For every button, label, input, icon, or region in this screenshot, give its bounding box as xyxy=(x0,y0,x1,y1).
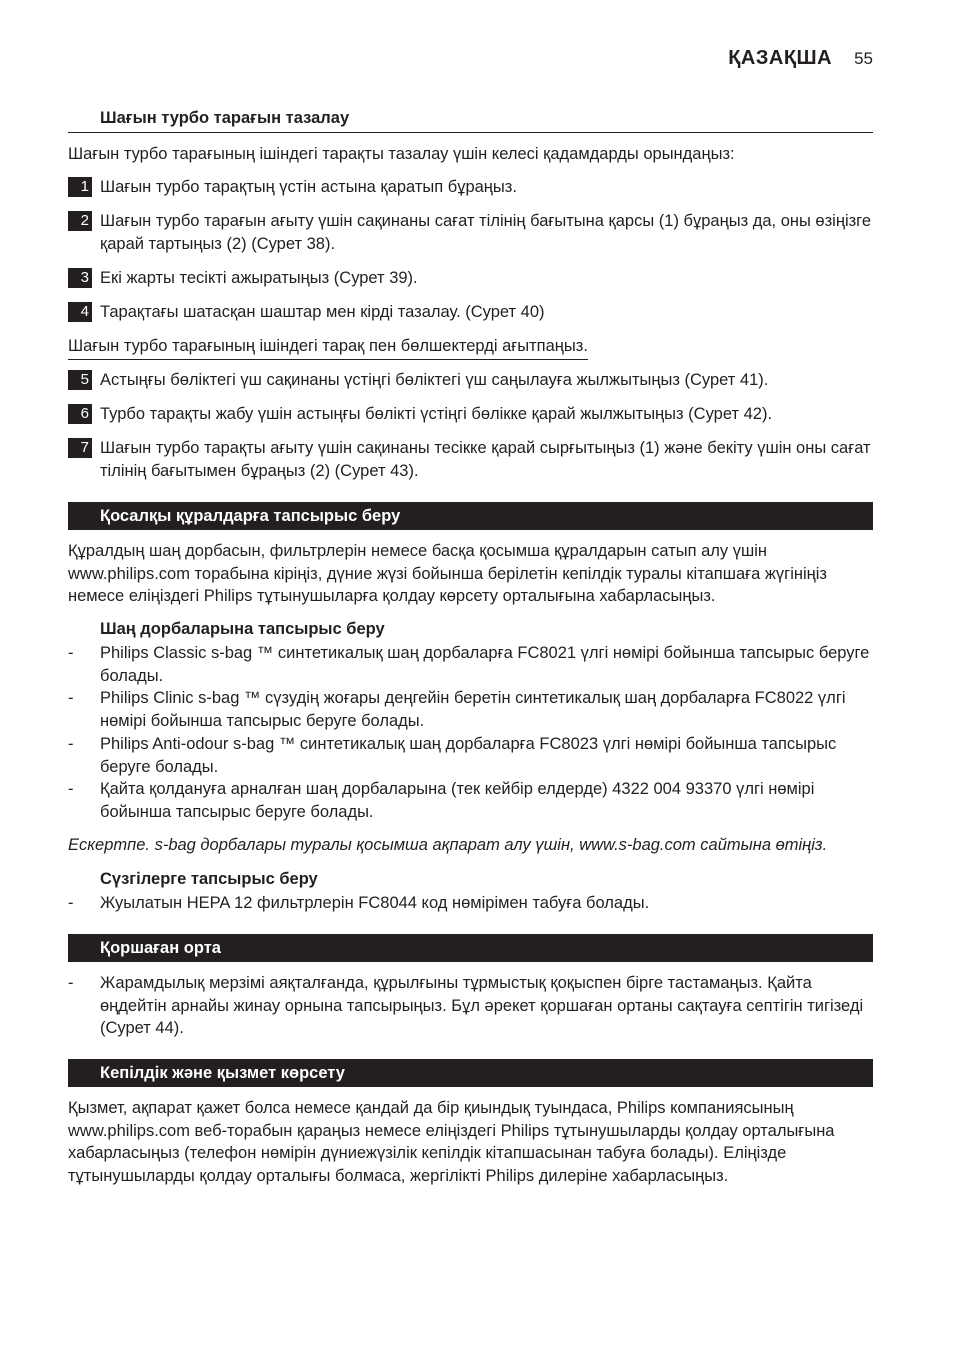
list-item-text: Жуылатын HEPA 12 фильтрлерін FC8044 код нөмірімен табуға болады. xyxy=(100,894,650,912)
step-number: 1 xyxy=(68,177,92,197)
turbo-clean-intro: Шағын турбо тарағының ішіндегі тарақты тазалау үшін келесі қадамдарды орындаңыз: xyxy=(68,145,735,163)
turbo-clean-heading: Шағын турбо тарағын тазалау xyxy=(100,109,350,127)
bullet-dash: - xyxy=(68,894,74,912)
list-item xyxy=(68,972,873,1040)
filters-heading: Сүзгілерге тапсырыс беру xyxy=(100,870,318,888)
step-text: Шағын турбо тарағын ағыту үшін сақинаны сағат тілінің бағытына қарсы (1) бұраңыз да, оны өзіңізге қарай тартыңыз (2) (Сурет 38). xyxy=(100,212,872,253)
accessories-heading: Қосалқы құралдарға тапсырыс беру xyxy=(100,507,401,525)
section-bar-environment xyxy=(68,934,873,962)
warning-text: Шағын турбо тарағының ішіндегі тарақ пен бөлшектерді ағытпаңыз. xyxy=(68,335,588,360)
list-item-text: Philips Classic s-bag ™ синтетикалық шаң дорбаларға FC8021 үлгі нөмірі бойынша тапсырыс беруге болады. xyxy=(100,644,870,685)
note-text: Ескертпе. s-bag дорбалары туралы қосымша ақпарат алу үшін, www.s-bag.com сайтына өтіңіз. xyxy=(68,836,828,854)
bullet-dash: - xyxy=(68,780,74,798)
step-item xyxy=(68,301,873,324)
step-text: Тарақтағы шатасқан шаштар мен кірді тазалау. (Сурет 40) xyxy=(100,303,545,321)
step-number: 7 xyxy=(68,438,92,458)
step-text: Турбо тарақты жабу үшін астыңғы бөлікті үстіңгі бөлікке қарай жылжытыңыз (Сурет 42). xyxy=(100,405,773,423)
list-item-text: Philips Anti-odour s-bag ™ синтетикалық шаң дорбаларға FC8023 үлгі нөмірі бойынша тапсырыс беруге болады. xyxy=(100,735,837,776)
bullet-dash: - xyxy=(68,735,74,753)
step-number: 6 xyxy=(68,404,92,424)
section-rule xyxy=(68,132,873,133)
step-text: Екі жарты тесікті ажыратыңыз (Сурет 39). xyxy=(100,269,418,287)
step-item xyxy=(68,176,873,199)
section-bar-accessories xyxy=(68,502,873,530)
list-item xyxy=(68,778,873,823)
bullet-dash: - xyxy=(68,974,74,992)
bullet-dash: - xyxy=(68,689,74,707)
step-item xyxy=(68,369,873,392)
bags-heading: Шаң дорбаларына тапсырыс беру xyxy=(100,620,385,638)
bullet-dash: - xyxy=(68,644,74,662)
step-item xyxy=(68,210,873,255)
list-item xyxy=(68,642,873,687)
step-text: Шағын турбо тарақтың үстін астына қаратып бұраңыз. xyxy=(100,178,517,196)
list-item-text: Philips Clinic s-bag ™ сүзудің жоғары деңгейін беретін синтетикалық шаң дорбаларға FC8022 үлгі нөмірі бойынша тапсырыс беруге болады. xyxy=(100,689,846,730)
language-label: ҚАЗАҚША xyxy=(728,47,833,69)
step-number: 3 xyxy=(68,268,92,288)
step-item xyxy=(68,267,873,290)
step-number: 2 xyxy=(68,211,92,231)
list-item-text: Қайта қолдануға арналған шаң дорбаларына (тек кейбір елдерде) 4322 004 93370 үлгі нөмірі бойынша тапсырыс беруге болады. xyxy=(100,780,815,821)
list-item xyxy=(68,687,873,732)
section-bar-warranty xyxy=(68,1059,873,1087)
page-number: 55 xyxy=(854,49,873,68)
list-item-text: Жарамдылық мерзімі аяқталғанда, құрылғыны тұрмыстық қоқыспен бірге тастамаңыз. Қайта өңдейтін арнайы жинау орнына тапсырыңыз. Бұл әрекет қоршаған ортаны сақтауға септігін тигізеді (Сурет 44). xyxy=(100,974,864,1037)
step-text: Шағын турбо тарақты ағыту үшін сақинаны тесікке қарай сырғытыңыз (1) және бекіту үшін оны сағат тілінің бағытымен бұраңыз (2) (Сурет 43). xyxy=(100,439,871,480)
step-number: 5 xyxy=(68,370,92,390)
step-item xyxy=(68,403,873,426)
step-number: 4 xyxy=(68,302,92,322)
step-item xyxy=(68,437,873,482)
accessories-intro: Құралдың шаң дорбасын, фильтрлерін немесе басқа қосымша құралдарын сатып алу үшін www.philips.com торабына кіріңіз, дүние жүзі бойынша берілетін кепілдік туралы кітапшаға жүгініңіз немесе еліңіздегі Philips тұтынушыларға қолдау көрсету орталығына хабарласыңыз. xyxy=(68,542,827,605)
step-text: Астыңғы бөліктегі үш сақинаны үстіңгі бөліктегі үш саңылауға жылжытыңыз (Сурет 41). xyxy=(100,371,769,389)
environment-heading: Қоршаған орта xyxy=(100,939,221,957)
list-item xyxy=(68,733,873,778)
list-item xyxy=(68,892,873,915)
warranty-text: Қызмет, ақпарат қажет болса немесе қандай да бір қиындық туындаса, Philips компаниясының www.philips.com веб-торабын қараңыз немесе еліңіздегі Philips тұтынушыларды қолдау орталығына хабарласыңыз (телефон нөмірін дүниежүзілік кепілдік кітапшасынан табуға болады). Еліңізде тұтынушыларды қолдау орталығы болмаса, жергілікті Philips дилеріне хабарласыңыз. xyxy=(68,1099,835,1185)
page-header xyxy=(728,47,873,70)
warranty-heading: Кепілдік және қызмет көрсету xyxy=(100,1064,345,1082)
